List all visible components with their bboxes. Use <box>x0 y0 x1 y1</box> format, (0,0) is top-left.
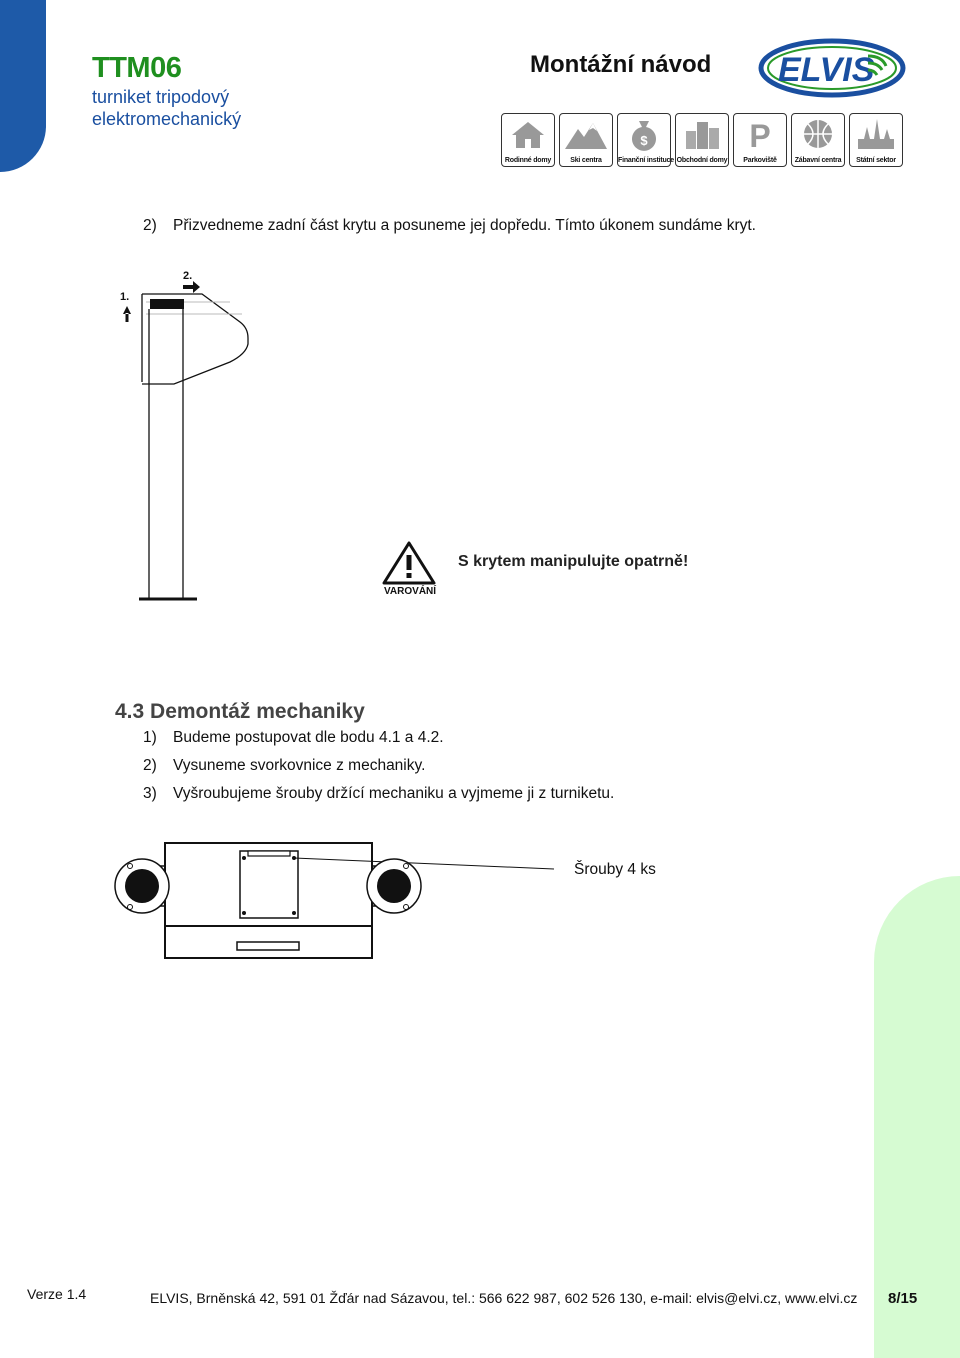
tile-label: Finanční instituce <box>618 157 674 164</box>
tile-label: Zábavní centra <box>794 157 842 164</box>
diagram-label-1: 1. <box>120 291 130 303</box>
section-item-3 <box>143 785 614 803</box>
footer-address: ELVIS, Brněnská 42, 591 01 Žďár nad Sázavou, tel.: 566 622 987, 602 526 130, e-mail: elvis@elvi.cz, www.elvi.cz <box>150 1290 858 1306</box>
mountain-icon <box>564 117 608 151</box>
step-2 <box>143 217 756 235</box>
product-code: TTM06 <box>92 52 182 84</box>
svg-text:$: $ <box>640 133 648 148</box>
svg-text:P: P <box>749 118 771 151</box>
document-type: Montážní návod <box>530 51 712 78</box>
screws-callout: Šrouby 4 ks <box>574 861 656 878</box>
product-line-1: turniket tripodový <box>92 87 230 107</box>
money-bag-icon <box>622 117 666 151</box>
section-item-1 <box>143 729 444 747</box>
tile-label: Rodinné domy <box>504 157 552 164</box>
tile-label: Parkoviště <box>743 157 777 164</box>
tile-parkoviste <box>733 113 787 167</box>
item-number: 3) <box>143 785 157 802</box>
sector-tiles <box>501 113 903 167</box>
tile-label: Státní sektor <box>856 157 896 164</box>
corner-decoration-green <box>874 876 960 1358</box>
castle-icon <box>854 117 898 151</box>
warning-text: S krytem manipulujte opatrně! <box>458 553 689 570</box>
section-heading: 4.3 Demontáž mechaniky <box>115 700 365 723</box>
diagram-label-2: 2. <box>183 270 193 282</box>
warning-label: VAROVÁNÍ <box>384 586 437 597</box>
item-text: Vyšroubujeme šrouby držící mechaniku a vyjmeme ji z turniketu. <box>173 785 615 802</box>
tile-financni-instituce <box>617 113 674 167</box>
tile-statni-sektor <box>849 113 903 167</box>
house-icon <box>506 117 550 151</box>
building-icon <box>680 117 724 151</box>
tile-zabavni-centra <box>791 113 845 167</box>
item-number: 1) <box>143 729 157 746</box>
elvis-logo <box>758 38 906 98</box>
tile-label: Ski centra <box>570 157 602 164</box>
corner-decoration-blue <box>0 0 46 172</box>
mechanism-diagram <box>110 838 570 964</box>
svg-text:ELVIS: ELVIS <box>778 51 875 89</box>
page-number: 8/15 <box>888 1290 918 1307</box>
cover-removal-diagram <box>110 262 260 604</box>
footer-version: Verze 1.4 <box>27 1286 87 1302</box>
parking-icon <box>738 117 782 151</box>
warning-icon <box>381 540 437 586</box>
tile-rodinne-domy <box>501 113 555 167</box>
item-number: 2) <box>143 757 157 774</box>
tile-obchodni-domy <box>675 113 729 167</box>
section-item-2 <box>143 757 425 775</box>
step-number: 2) <box>143 217 157 234</box>
step-text: Přizvedneme zadní část krytu a posuneme jej dopředu. Tímto úkonem sundáme kryt. <box>173 217 756 234</box>
item-text: Vysuneme svorkovnice z mechaniky. <box>173 757 426 774</box>
tile-label: Obchodní domy <box>676 157 728 164</box>
product-line-2: elektromechanický <box>92 109 242 129</box>
ball-icon <box>796 117 840 151</box>
tile-ski-centra <box>559 113 613 167</box>
item-text: Budeme postupovat dle bodu 4.1 a 4.2. <box>173 729 444 746</box>
